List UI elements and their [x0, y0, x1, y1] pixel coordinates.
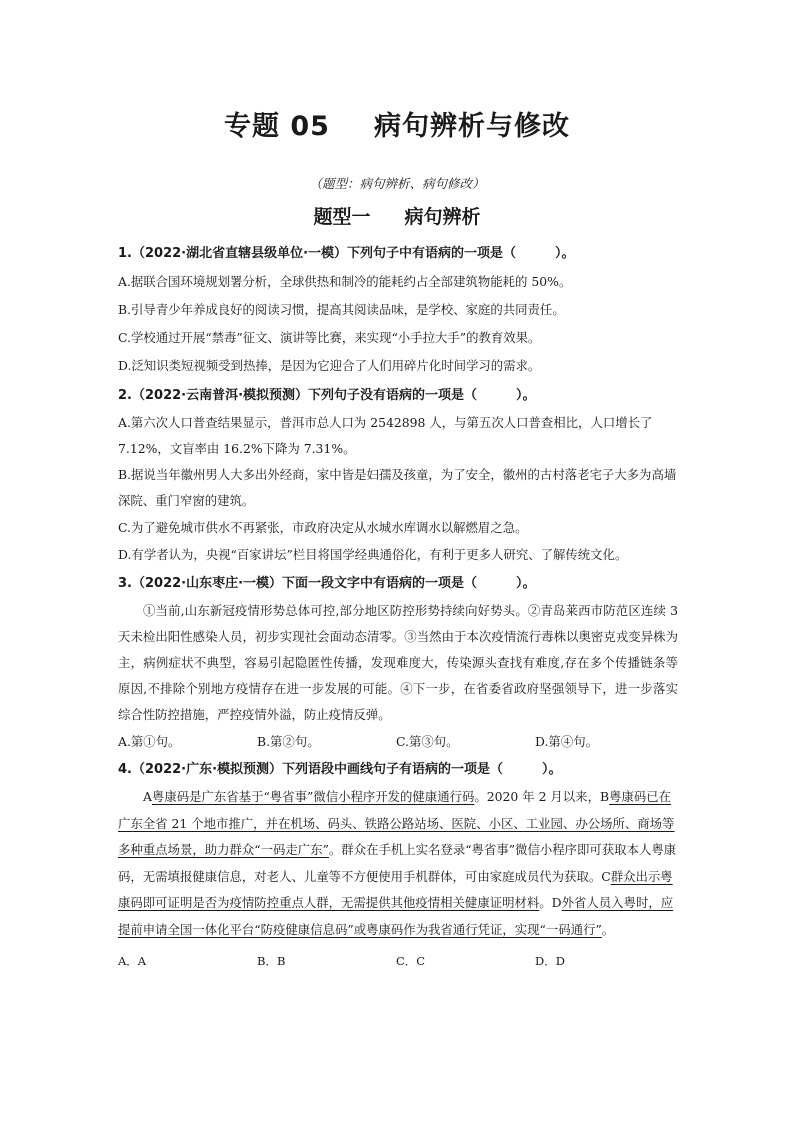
question-3-choices: [118, 728, 678, 756]
questions-body: [118, 240, 678, 975]
question-1-stem: 1.（2022·湖北省直辖县级单位·一模）下列句子中有语病的一项是（ ）。: [118, 246, 575, 261]
title-topic-name: 病句辨析与修改: [373, 111, 570, 142]
question-2-option-a: A.第六次人口普查结果显示，普洱市总人口为 2542898 人，与第五次人口普查相比，人口增长了 7.12%，文盲率由 16.2%下降为 7.31%。: [118, 415, 653, 456]
question-2-stem: 2.（2022·云南普洱·模拟预测）下列句子没有语病的一项是（ ）。: [118, 388, 536, 403]
question-4-choice-c: C．C: [396, 954, 426, 968]
segment-c-label: C: [601, 868, 611, 884]
question-3-choice-c: C.第③句。: [396, 734, 459, 749]
question-1-option-c: C.学校通过开展“禁毒”征文、演讲等比赛，来实现“小手拉大手”的教育效果。: [118, 330, 541, 345]
segment-a-underlined: 粤康码是广东省基于“粤省事”微信小程序开发的健康通行码: [151, 789, 475, 804]
passage-text-1: 。2020 年 2 月以来，: [474, 789, 600, 804]
page-title: [0, 104, 794, 143]
question-1-option-a: A.据联合国环境规划署分析，全球供热和制冷的能耗约占全部建筑物能耗的 50%。: [118, 274, 572, 289]
segment-a-label: A: [143, 789, 152, 804]
question-3-stem: 3.（2022·山东枣庄·一模）下面一段文字中有语病的一项是（ ）。: [118, 576, 536, 591]
question-1-option-b: B.引导青少年养成良好的阅读习惯，提高其阅读品味，是学校、家庭的共同责任。: [118, 302, 565, 317]
question-2-option-b: B.据说当年徽州男人大多出外经商，家中皆是妇孺及孩童，为了安全，徽州的古村落老宅子大多为高墙深院、重门窄窗的建筑。: [118, 467, 677, 508]
question-4-stem: 4.（2022·广东·模拟预测）下列语段中画线句子有语病的一项是（ ）。: [118, 762, 562, 777]
passage-text-2: 。群众在手机上实名登录“粤省事”微信小程序即可获取本人粤康码，无需填报健康信息，对老人、儿童等不方便使用手机群体，可由家庭成员代为获取。: [118, 842, 677, 884]
question-3-choice-a: A.第①句。: [118, 734, 181, 749]
segment-b-label: B: [599, 789, 610, 804]
section-heading: [0, 202, 794, 229]
passage-text-3: 。: [539, 895, 552, 910]
section-name: 病句辨析: [404, 206, 481, 228]
question-3-choice-d: D.第④句。: [535, 734, 598, 749]
question-4-choice-d: D．D: [535, 954, 565, 968]
question-4-choice-a: A．A: [118, 954, 147, 968]
segment-d-label: D: [551, 895, 562, 910]
question-3-passage: ①当前,山东新冠疫情形势总体可控,部分地区防控形势持续向好势头。②青岛莱西市防范区连续 3天未检出阳性感染人员，初步实现社会面动态清零。③当然由于本次疫情流行毒株以奥密克戎变异株为主，病例症状不典型，容易引起隐匿性传播，发现难度大，传染源头查找有难度,存在多个传播链条等原因,不排除个别地方疫情存在进一步发展的可能。④下一步，在省委省政府坚强领导下，进一步落实综合性防控措施，严控疫情外溢，防止疫情反弹。: [118, 603, 678, 722]
question-4-choice-b: B．B: [257, 954, 286, 968]
title-topic-number: 专题 05: [224, 111, 330, 142]
page-subtitle: （题型：病句辨析、病句修改）: [309, 176, 485, 191]
passage-text-4: 。: [601, 921, 615, 937]
question-2-option-c: C.为了避免城市供水不再紧张，市政府决定从水城水库调水以解燃眉之急。: [118, 520, 528, 535]
question-4-passage: [118, 784, 678, 943]
section-number: 题型一: [313, 206, 371, 228]
segment-b-underlined: 粤康码已在广东全省 21 个地市推广，并在机场、码头、铁路公路站场、医院、小区、工业园、办公场所、商场等多种重点场景，助力群众“一码走广东”: [118, 789, 675, 857]
segment-c-underlined: 群众出示粤康码即可证明是否为疫情防控重点人群，无需提供其他疫情相关健康证明材料: [118, 868, 673, 910]
question-3-choice-b: B.第②句。: [257, 734, 320, 749]
question-4-choices: [118, 947, 678, 975]
question-2-option-d: D.有学者认为，央视“百家讲坛”栏目将国学经典通俗化，有利于更多人研究、了解传统文化。: [118, 547, 628, 562]
question-1-option-d: D.泛知识类短视频受到热捧，是因为它迎合了人们用碎片化时间学习的需求。: [118, 358, 541, 373]
segment-d-underlined: 外省人员入粤时，应提前申请全国一体化平台“防疫健康信息码”或粤康码作为我省通行凭证，实现“一码通行”: [118, 895, 674, 937]
